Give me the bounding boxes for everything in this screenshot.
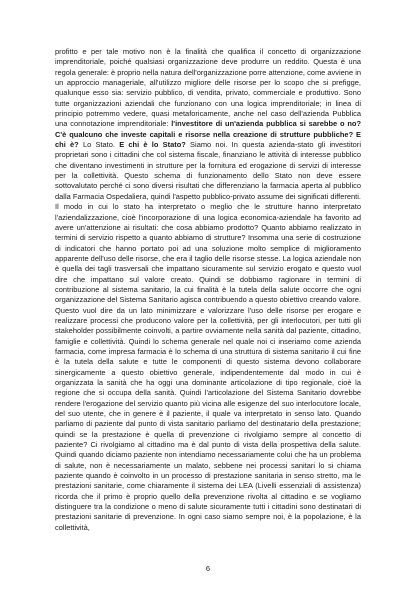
body-text: profitto e per tale motivo non è la finalità che qualifica il concetto di organizzazione imprenditoriale, poiché qualsiasi organizzazione deve produrre un reddito. Questa è una regola generale: è proprio nella natura dell'organizzazione porre attenzione, come avviene in un approccio manageriale, all'utilizzo migliore delle risorse per lo scopo che si prefigge, qualunque esso sia: servizio pubblico, di vendita, privato, commerciale e produttivo. Sono tutte organizzazioni aziendali che funzionano con una logica imprenditoriale; in linea di principio potremmo vedere, quasi metaforicamente, anche nel caso dell'azienda Pubblica una connotazione imprenditoriale: bbox=[55, 47, 361, 129]
body-text-bold: E chi è lo Stato? bbox=[119, 140, 186, 150]
document-body bbox=[55, 47, 361, 533]
body-text-bold: l'investitore di un'azienda pubblica si sarebbe o no? C'è qualcuno che investe capitali e risorse nella creazione di strutture pubbliche? E chi è? bbox=[55, 119, 361, 150]
body-text: Siamo noi. In questa azienda-stato gli investitori proprietari sono i cittadini che col sistema fiscale, finanziano le attività di interesse pubblico che diventano investimenti in strutture per la fornitura ed erogazione di servizi di interesse per la collettività. Questo schema di funzionamento dello Stato non deve essere sottovalutato perché ci sono diversi risultati che differenziano la farmacia aperta al pubblico dalla Farmacia Ospedaliera, quindi l'aspetto pubblico-privato assume dei significati differenti. Il modo in cui lo stato ha interpretato o meglio che le strutture hanno interpretato l'aziendalizzazione, cioè l'incorporazione di una logica economica-aziendale ha favorito ad avere un'attenzione ai risultati: che cosa abbiamo prodotto? Quanto abbiamo realizzato in termini di servizio rispetto a quanto abbiamo di strutture? Insomma una serie di costruzione di indicatori che hanno portato poi ad una soluzione molto semplice di miglioramento apparente dell'uso delle risorse, che era il taglio delle risorse stesse. La logica aziendale non è quella dei tagli trasversali che impattano sicuramente sul servizio erogato e questo vuol dire che impattano sul valore creato. Quindi se dobbiamo ragionare in termini di contribuzione al sistema sanitario, la cui finalità è la tutela della salute occorre che ogni organizzazione del Sistema Sanitario agisca contribuendo a questo obiettivo creando valore. Questo vuol dire da un lato minimizzare e valorizzare l'uso delle risorse per erogare e realizzare processi che producono valore per la collettività, per gli interlocutori, per tutti gli stakeholder possibilmente coinvolti, a partire ovviamente nella sanità dal paziente, cittadino, famiglie e collettività. Quindi lo schema generale nel quale noi ci inseriamo come azienda farmacia, come impresa farmacia è lo schema di una struttura di sistema sanitario il cui fine è la tutela della salute e tutte le componenti di questo sistema devono collaborare sinergicamente a questo obiettivo generale, indipendentemente dal modo in cui è organizzata la sanità che ha oggi una dominante articolazione di tipo regionale, cioè la regione che si occupa della sanità. Quindi l'articolazione del Sistema Sanitario dovrebbe rendere l'erogazione del servizio quanto più vicina alle esigenze del suo interlocutore locale, del suo utente, che in genere è il paziente, il quale va interpretato in senso lato. Quando parliamo di paziente dal punto di vista sanitario parliamo del destinatario della prestazione; quindi se la prestazione è quella di prevenzione ci rivolgiamo sempre al concetto di paziente? Ci rivolgiamo al cittadino ma è dal punto di vista della prospettiva della salute. Quindi quando diciamo paziente non intendiamo necessariamente colui che ha un problema di salute, non è necessariamente un malato, sebbene nei processi sanitari lo si chiama paziente quando è coinvolto in un processo di prestazione sanitaria in senso stretto, ma le prestazioni sanitarie, come chiaramente il sistema dei LEA (Livelli essenziali di assistenza) ricorda che il primo è proprio quello della prevenzione rivolta al cittadino e se vogliamo distinguere tra la condizione o meno di salute sicuramente tutti i cittadini sono destinatari di prestazioni sanitarie di prevenzione. In ogni caso siamo sempre noi, è la popolazione, è la collettività, bbox=[55, 140, 361, 532]
body-text: Lo Stato. bbox=[82, 140, 120, 150]
page-number: 6 bbox=[205, 564, 211, 573]
